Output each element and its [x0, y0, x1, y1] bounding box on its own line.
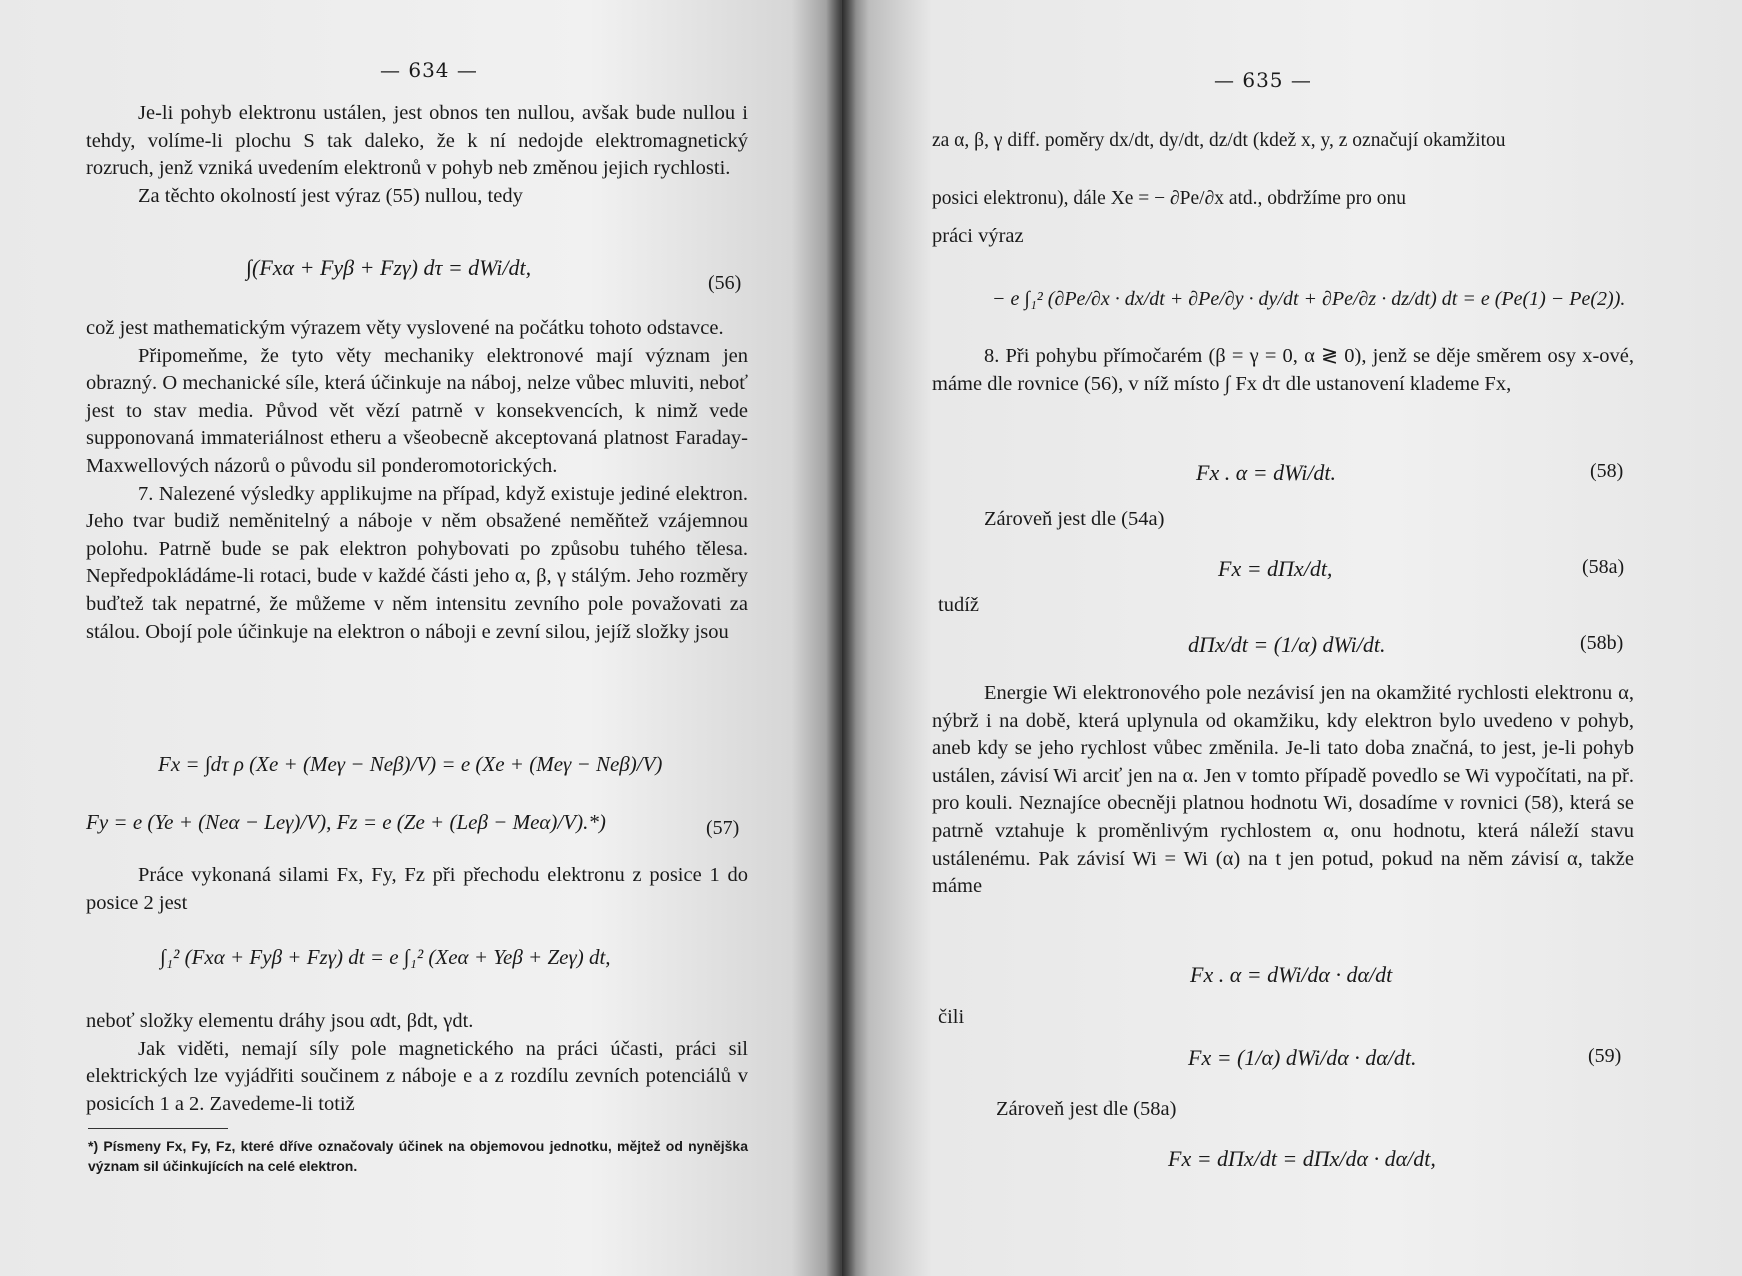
- text-line: Zároveň jest dle (54a): [984, 508, 1165, 530]
- paragraph: neboť složky elementu dráhy jsou αdt, βdt, γdt.: [86, 1010, 474, 1032]
- equation-57-line1: Fx = ∫dτ ρ (Xe + (Meγ − Neβ)/V) = e (Xe + (Meγ − Neβ)/V): [158, 752, 663, 776]
- equation-number: (58): [1590, 460, 1624, 482]
- left-page: [0, 0, 842, 1276]
- equation-work: ∫₁² (Fxα + Fyβ + Fzγ) dt = e ∫₁² (Xeα + Yeβ + Zeγ) dt,: [160, 945, 611, 969]
- text-block-middle: [86, 315, 748, 646]
- text-line: za α, β, γ diff. poměry dx/dt, dy/dt, dz/dt (kdež x, y, z označují okamžitou: [932, 130, 1506, 151]
- equation-56: ∫(Fxα + Fyβ + Fzγ) dτ = dWi/dt,: [246, 255, 532, 280]
- footnote: [88, 1136, 748, 1176]
- text-block-work: [86, 862, 748, 917]
- text-line: tudíž: [938, 594, 979, 616]
- paragraph: Práce vykonaná silami Fx, Fy, Fz při přechodu elektronu z posice 1 do posice 2 jest: [86, 864, 748, 914]
- paragraph: Připomeňme, že tyto věty mechaniky elektronové mají význam jen obrazný. O mechanické síle, která účinkuje na náboj, nelze vůbec mluviti, neboť jest to stav media. Původ vět vězí patrně v konsekvencích, k nimž vede supponovaná immateriálnost etheru a všeobecně akceptovaná platnost Faraday-Maxwellových názorů o původu sil ponderomotorických.: [86, 344, 748, 477]
- paragraph: 8. Při pohybu přímočarém (β = γ = 0, α ≷ 0), jenž se děje směrem osy x-ové, máme dle rovnice (56), v níž místo ∫ Fx dτ dle ustanovení klademe Fx,: [932, 345, 1634, 395]
- equation-number: (57): [706, 817, 740, 839]
- footnote-text: *) Písmeny Fx, Fy, Fz, které dříve označovaly účinek na objemovou jednotku, mějtež od nynějška význam sil účinkujících na celé elektron.: [88, 1138, 748, 1174]
- paragraph: Za těchto okolností jest výraz (55) nullou, tedy: [138, 184, 523, 207]
- equation-work-potential: − e ∫₁² (∂Pe/∂x · dx/dt + ∂Pe/∂y · dy/dt + ∂Pe/∂z · dz/dt) dt = e (Pe(1) − Pe(2)).: [992, 288, 1626, 310]
- text-line: práci výraz: [932, 225, 1024, 247]
- page-number: — 634 —: [380, 58, 478, 82]
- equation-58b: dΠx/dt = (1/α) dWi/dt.: [1188, 632, 1386, 657]
- equation-58: Fx . α = dWi/dt.: [1196, 460, 1337, 485]
- equation-57-line2: Fy = e (Ye + (Neα − Leγ)/V), Fz = e (Ze + (Leβ − Meα)/V).*): [86, 810, 606, 834]
- text-block-energy: [932, 680, 1634, 901]
- equation-number: (58b): [1580, 632, 1624, 654]
- text-line: Zároveň jest dle (58a): [996, 1098, 1177, 1120]
- paragraph: Je-li pohyb elektronu ustálen, jest obnos ten nullou, avšak bude nullou i tehdy, volíme-li plochu S tak daleko, že k ní nedojde elektromagnetický rozruch, jenž vzniká uvedením elektronů v pohyb neb změnou jejich rychlosti.: [86, 102, 748, 180]
- equation-59: Fx = (1/α) dWi/dα · dα/dt.: [1188, 1045, 1417, 1070]
- equation-58a: Fx = dΠx/dt,: [1218, 556, 1333, 581]
- footnote-rule: [88, 1128, 228, 1129]
- paragraph: Energie Wi elektronového pole nezávisí jen na okamžité rychlosti elektronu α, nýbrž i na době, která uplynula od okamžiku, kdy elektron bylo uvedeno v pohyb, aneb kdy se jeho rychlost vůbec změnila. Je-li tato doba značná, to jest, je-li pohyb ustálen, závisí Wi arciť jen na α. Jen v tomto případě povedlo se Wi vypočítati, na př. pro kouli. Neznajíce obecněji platnou hodnotu Wi, dosadíme v rovnici (58), která se patrně vztahuje k proměnlivým rychlostem α, onu hodnotu, která náleží stavu ustálenému. Pak závisí Wi = Wi (α) na t jen potud, pokud na něm závisí α, takže máme: [932, 682, 1634, 898]
- paragraph: Jak viděti, nemají síly pole magnetického na práci účasti, práci sil elektrických lze vyjádřiti součinem z náboje e a z rozdílu zevních potenciálů v posicích 1 a 2. Zavedeme-li totiž: [86, 1037, 748, 1115]
- text-line: čili: [938, 1006, 965, 1028]
- page-number: — 635 —: [1214, 68, 1312, 92]
- paragraph: 7. Nalezené výsledky applikujme na případ, když existuje jediné elektron. Jeho tvar budiž neměnitelný a náboje v něm obsažené neměňtež vzájemnou polohu. Patrně bude se pak elektron pohybovati po způsobu tuhého tělesa. Nepředpokládáme-li rotaci, bude v každé části jeho α, β, γ stálým. Jeho rozměry buďtež tak nepatrné, že můžeme v něm intensitu zevního pole považovati za stálou. Obojí pole účinkuje na elektron o náboji e zevní silou, jejíž složky jsou: [86, 482, 748, 643]
- text-block-bottom: [86, 1008, 748, 1118]
- equation-number: (56): [708, 272, 742, 294]
- equation-last: Fx = dΠx/dt = dΠx/dα · dα/dt,: [1168, 1146, 1436, 1171]
- text-block-top: [86, 100, 748, 210]
- text-line: posici elektronu), dále Xe = − ∂Pe/∂x atd., obdržíme pro onu: [932, 188, 1406, 209]
- equation-chain: Fx . α = dWi/dα · dα/dt: [1190, 962, 1393, 987]
- paragraph: což jest mathematickým výrazem věty vyslovené na počátku tohoto odstavce.: [86, 317, 724, 339]
- right-page: [842, 0, 1742, 1276]
- book-gutter: [826, 0, 856, 1276]
- equation-number: (59): [1588, 1045, 1622, 1067]
- text-block-8: [932, 343, 1634, 398]
- equation-number: (58a): [1582, 556, 1625, 578]
